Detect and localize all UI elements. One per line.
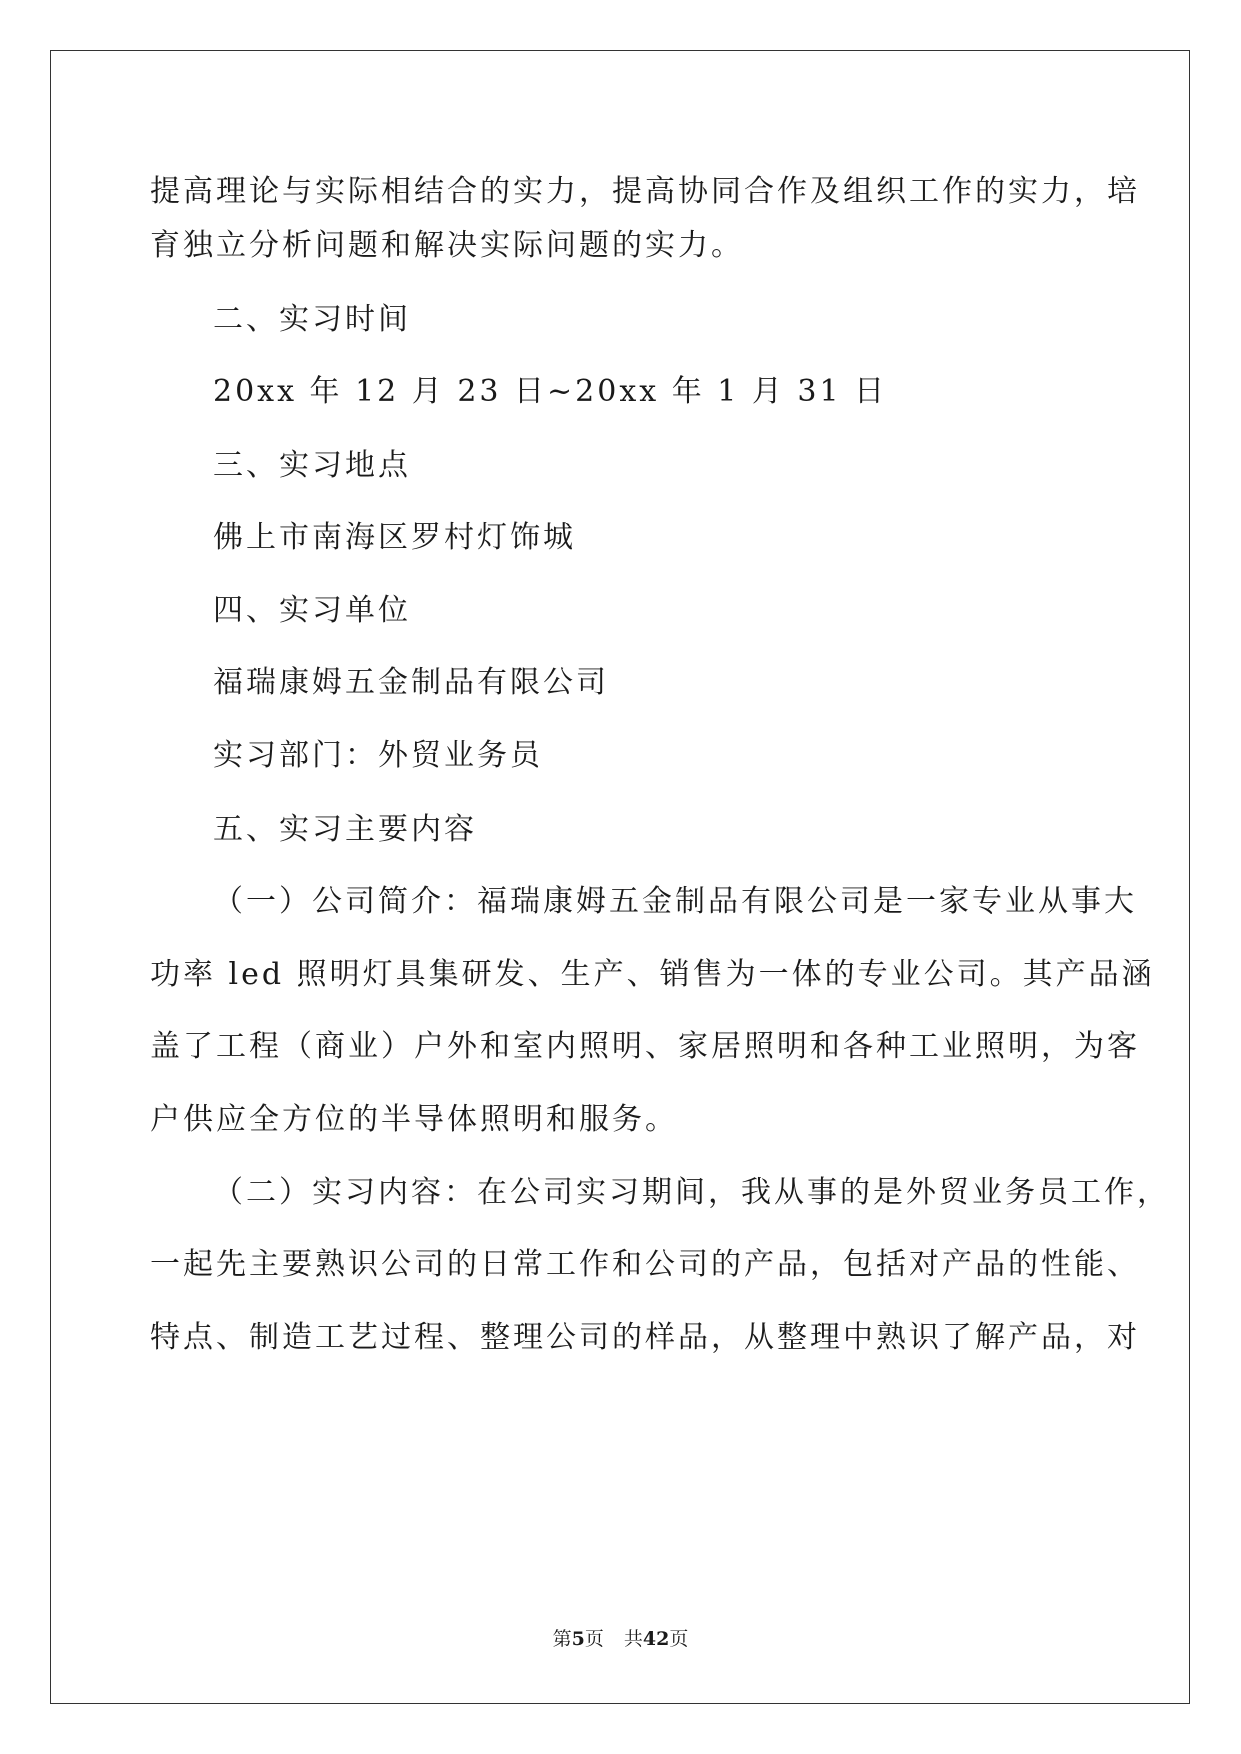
internship-content-line-2: 一起先主要熟识公司的日常工作和公司的产品，包括对产品的性能、 <box>150 1247 1140 1282</box>
internship-content-line-1: （二）实习内容：在公司实习期间，我从事的是外贸业务员工作， <box>213 1175 1170 1210</box>
footer-prefix: 第 <box>552 1628 572 1650</box>
page-border <box>50 50 1190 1704</box>
internship-content-line-3: 特点、制造工艺过程、整理公司的样品，从整理中熟识了解产品，对 <box>150 1320 1140 1355</box>
body-line-2: 育独立分析问题和解决实际问题的实力。 <box>150 228 744 263</box>
section-heading-location: 三、实习地点 <box>213 448 411 483</box>
section-heading-content: 五、实习主要内容 <box>213 812 477 847</box>
footer-page-suffix: 页 <box>584 1628 604 1650</box>
footer-page-number: 5 <box>571 1628 585 1650</box>
section-heading-unit: 四、实习单位 <box>213 593 411 628</box>
company-name: 福瑞康姆五金制品有限公司 <box>213 665 609 700</box>
internship-location: 佛上市南海区罗村灯饰城 <box>213 520 576 555</box>
section-heading-time: 二、实习时间 <box>213 302 411 337</box>
body-line-1: 提高理论与实际相结合的实力，提高协同合作及组织工作的实力，培 <box>150 174 1140 209</box>
footer-total-suffix: 页 <box>669 1628 689 1650</box>
company-intro-line-4: 户供应全方位的半导体照明和服务。 <box>150 1102 678 1137</box>
internship-department: 实习部门：外贸业务员 <box>213 738 543 773</box>
company-intro-line-2: 功率 led 照明灯具集研发、生产、销售为一体的专业公司。其产品涵 <box>150 957 1155 992</box>
internship-dates: 20xx 年 12 月 23 日~20xx 年 1 月 31 日 <box>213 374 888 409</box>
page-footer <box>0 1627 1241 1651</box>
company-intro-line-1: （一）公司简介：福瑞康姆五金制品有限公司是一家专业从事大 <box>213 884 1137 919</box>
footer-total-pages: 42 <box>642 1628 670 1650</box>
footer-total-prefix: 共 <box>623 1628 643 1650</box>
company-intro-line-3: 盖了工程（商业）户外和室内照明、家居照明和各种工业照明，为客 <box>150 1029 1140 1064</box>
